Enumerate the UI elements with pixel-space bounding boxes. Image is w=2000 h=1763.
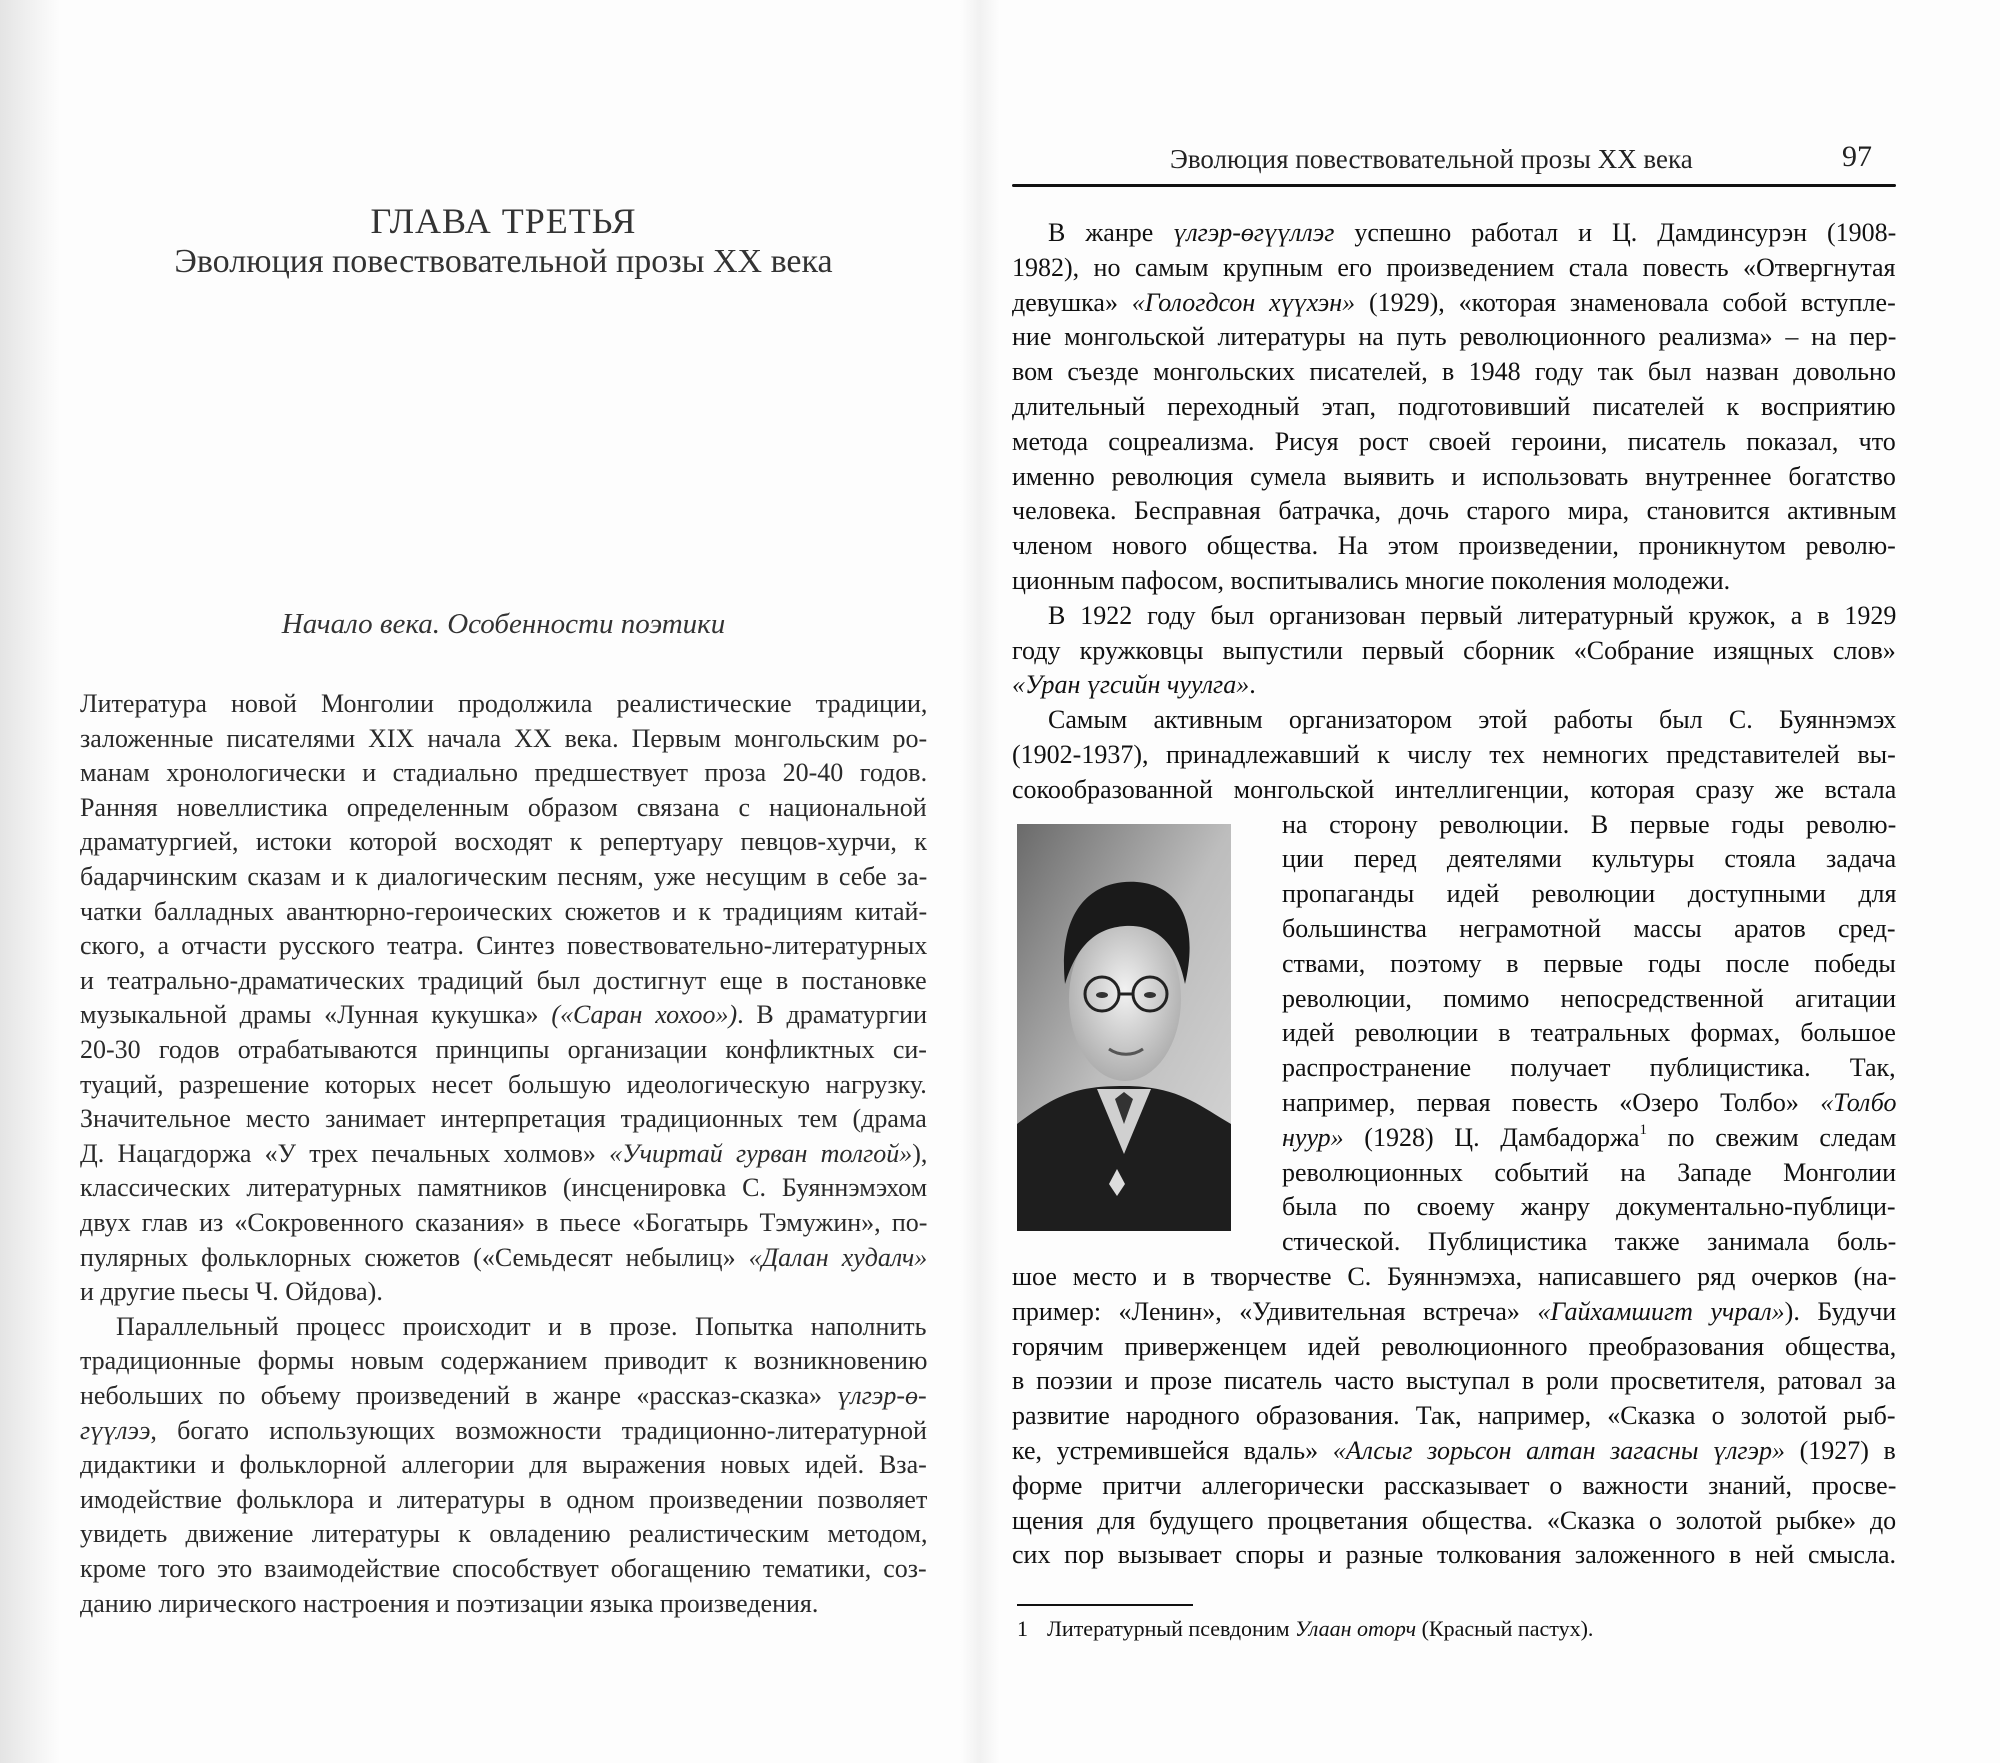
- text-segment: пример: «Ленин», «Удивительная встреча»: [1012, 1296, 1538, 1326]
- italic-text: гүүлээ: [80, 1415, 151, 1445]
- book-gutter: [960, 0, 1000, 1763]
- text-line: [80, 1551, 927, 1586]
- text-line: [1012, 772, 1896, 807]
- text-line: [1012, 737, 1896, 772]
- text-segment: (1929), «которая знаменовала собой вступле-: [1355, 287, 1896, 317]
- italic-text: «Толбо: [1820, 1088, 1897, 1117]
- text-line: [1012, 528, 1896, 563]
- italic-text: «Уран үгсийн чуулга»: [1012, 670, 1250, 700]
- text-line: [80, 1067, 927, 1102]
- text-segment: Литература новой Монголии продолжила реалистические традиции,: [80, 689, 928, 718]
- text-line: [80, 721, 927, 756]
- text-segment: увидеть движение литературы к овладению реалистическим методом,: [80, 1519, 928, 1549]
- footnote-number: 1: [1017, 1616, 1028, 1641]
- italic-text: үлгэр-өгүүллэг: [1173, 218, 1335, 247]
- text-line: [1282, 1015, 1896, 1050]
- text-line: [80, 686, 927, 721]
- italic-text: нуур»: [1282, 1122, 1344, 1152]
- text-segment: ). Будучи: [1784, 1296, 1897, 1326]
- text-line: [1048, 598, 1896, 633]
- chapter-title: ГЛАВА ТРЕТЬЯ: [370, 201, 637, 241]
- footnote: [1017, 1616, 1593, 1642]
- text-line: [80, 824, 927, 859]
- text-line: [80, 1482, 927, 1517]
- text-segment: 1982), но самым крупным его произведением стала повесть «Отвергнутая: [1012, 252, 1896, 282]
- section-title: Начало века. Особенности поэтики: [281, 608, 726, 640]
- text-line: [1012, 1363, 1896, 1398]
- text-line: [1012, 1259, 1896, 1294]
- text-segment: стической. Публицистика также занимала боль-: [1282, 1227, 1897, 1257]
- text-line: [80, 963, 927, 998]
- text-line: [80, 1032, 927, 1067]
- text-segment: по свежим следам: [1646, 1122, 1897, 1152]
- chapter-subtitle: Эволюция повествовательной прозы XX века: [174, 243, 833, 280]
- text-line: [80, 1170, 927, 1205]
- text-segment: двух глав из «Сокровенного сказания» в пьесе «Богатырь Тэмужин», по-: [80, 1208, 928, 1237]
- header-rule: [1012, 184, 1896, 187]
- text-segment: (1927) в: [1785, 1436, 1896, 1465]
- text-line: [1012, 1433, 1896, 1468]
- text-line: [1012, 1503, 1896, 1538]
- italic-text: «Учиртай гурван толгой»: [609, 1138, 913, 1168]
- text-segment: классических литературных памятников (инсценировка С. Буяннэмэхом: [80, 1173, 928, 1203]
- text-segment: была по своему жанру документально-публици-: [1282, 1192, 1896, 1222]
- text-segment: длительный переходный этап, подготовивший писателей к восприятию: [1012, 392, 1896, 421]
- text-line: [80, 1136, 927, 1171]
- text-line: [1012, 250, 1896, 285]
- text-segment: ствами, поэтому в первые годы после победы: [1282, 948, 1896, 978]
- text-segment: горячим приверженцем идей революционного преобразования общества,: [1012, 1331, 1897, 1361]
- italic-text: «Гайхамшигт учрал»: [1537, 1296, 1785, 1326]
- italic-text: «Алсыг зорьсон алтан загасны үлгэр»: [1332, 1436, 1786, 1465]
- text-line: [80, 1378, 927, 1413]
- text-segment: и другие пьесы Ч. Ойдова).: [80, 1277, 383, 1307]
- footnote-italic: Улаан оторч: [1295, 1616, 1417, 1641]
- text-segment: Самым активным организатором этой работы был С. Буяннэмэх: [1048, 705, 1897, 735]
- text-segment: году кружковцы выпустили первый сборник «Собрание изящных слов»: [1012, 635, 1896, 665]
- text-segment: бадарчинским сказам и к диалогическим песням, уже несущим в себе за-: [80, 862, 928, 891]
- text-line: [1012, 285, 1896, 320]
- text-line: [1012, 633, 1896, 668]
- text-segment: идей революции в театральных формах, большое: [1282, 1018, 1896, 1048]
- text-line: [80, 894, 927, 929]
- text-segment: шое место и в творчестве С. Буяннэмэха, написавшего ряд очерков (на-: [1012, 1262, 1897, 1291]
- italic-text: «Далан худалч»: [748, 1242, 928, 1272]
- text-segment: развитие народного образования. Так, например, «Сказка о золотой рыб-: [1012, 1401, 1896, 1431]
- text-line: [1012, 389, 1896, 424]
- text-line: [1012, 1468, 1896, 1503]
- text-segment: , богато использующих возможности традиционно-литературной: [150, 1415, 927, 1445]
- text-segment: Д. Нацагдоржа «У трех печальных холмов»: [80, 1138, 610, 1168]
- text-segment: манам хронологически и стадиально предшествует проза 20-40 годов.: [80, 758, 928, 788]
- text-line: [80, 755, 927, 790]
- text-line: [80, 1343, 927, 1378]
- text-segment: и театрально-драматических традиций был достигнут еще в постановке: [80, 965, 927, 995]
- text-line: [116, 1309, 927, 1344]
- text-line: [80, 1413, 927, 1448]
- scan-edge-shadow: [0, 0, 60, 1763]
- text-segment: драматургией, истоки которой восходят к репертуару певцов-хурчи, к: [80, 827, 927, 857]
- text-line: [1282, 946, 1896, 981]
- text-segment: революции, помимо непосредственной агитации: [1282, 983, 1897, 1013]
- text-segment: Ранняя новеллистика определенным образом связана с национальной: [80, 792, 927, 822]
- text-line: [80, 790, 927, 825]
- italic-text: «Гологдсон хүүхэн»: [1131, 287, 1356, 317]
- text-line: [1012, 424, 1896, 459]
- text-line: [1012, 1537, 1896, 1572]
- text-segment: ),: [912, 1138, 928, 1168]
- text-segment: . В драматургии: [737, 1000, 927, 1030]
- footnote-text: Литературный псевдоним: [1047, 1616, 1295, 1641]
- text-line: [1282, 911, 1896, 946]
- text-segment: В 1922 году был организован первый литературный кружок, а в 1929: [1048, 600, 1897, 630]
- text-line: [1282, 1050, 1896, 1085]
- text-segment: ке, устремившейся вдаль»: [1012, 1436, 1333, 1465]
- text-line: [1048, 702, 1896, 737]
- text-line: [80, 1516, 927, 1551]
- text-segment: человека. Бесправная батрачка, дочь старого мира, становится активным: [1012, 496, 1897, 526]
- text-line: [1012, 563, 1730, 598]
- text-segment: метода соцреализма. Рисуя рост своей героини, писатель показал, что: [1012, 426, 1896, 456]
- text-line: [80, 1205, 927, 1240]
- text-segment: ционным пафосом, воспитывались многие поколения молодежи.: [1012, 566, 1731, 595]
- text-segment: именно революция сумела выявить и использовать внутреннее богатство: [1012, 461, 1896, 491]
- text-segment: В жанре: [1048, 218, 1174, 247]
- text-line: [80, 997, 927, 1032]
- text-segment: ции перед деятелями культуры стояла задача: [1282, 844, 1897, 874]
- text-segment: кроме того это взаимодействие способствует обогащению тематики, соз-: [80, 1554, 927, 1583]
- text-line: [1012, 1294, 1896, 1329]
- text-line: [1012, 1398, 1896, 1433]
- footnote-text-end: (Красный пастух).: [1416, 1616, 1594, 1641]
- text-segment: .: [1249, 670, 1256, 700]
- text-segment: девушка»: [1012, 287, 1132, 317]
- text-segment: вом съезде монгольских писателей, в 1948 году так был назван довольно: [1012, 357, 1896, 387]
- text-line: [1012, 1329, 1896, 1364]
- text-segment: ние монгольской литературы на путь революционного реализма» – на пер-: [1012, 322, 1897, 352]
- text-line: [80, 859, 927, 894]
- text-line: [1282, 1189, 1896, 1224]
- text-segment: дидактики и фольклорной аллегории для выражения новых идей. Вза-: [80, 1450, 927, 1480]
- text-segment: пропаганды идей революции доступными для: [1282, 879, 1897, 909]
- italic-text: үлгэр-ө-: [837, 1381, 927, 1410]
- text-segment: небольших по объему произведений в жанре «рассказ-сказка»: [80, 1381, 838, 1410]
- text-line: [1282, 1224, 1896, 1259]
- text-line: [80, 928, 927, 963]
- text-line: [1012, 319, 1896, 354]
- text-segment: музыкальной драмы «Лунная кукушка»: [80, 1000, 552, 1030]
- text-line: [1012, 493, 1896, 528]
- text-line: [1282, 981, 1896, 1016]
- text-segment: заложенные писателями XIX начала XX века. Первым монгольским ро-: [80, 723, 928, 753]
- footnote-rule: [1017, 1604, 1193, 1606]
- text-line: [1282, 841, 1896, 876]
- footnote-marker[interactable]: 1: [1639, 1121, 1647, 1138]
- text-line: [80, 1274, 383, 1309]
- author-portrait-photo: [1017, 824, 1231, 1231]
- text-line: [1048, 215, 1896, 250]
- text-segment: (1902-1937), принадлежавший к числу тех немногих представителей вы-: [1012, 740, 1896, 769]
- text-segment: чатки балладных авантюрно-героических сюжетов и к традициям китай-: [80, 896, 928, 926]
- text-line: [80, 1101, 927, 1136]
- text-line: [1282, 1155, 1896, 1190]
- text-segment: распространение получает публицистика. Так,: [1282, 1053, 1896, 1083]
- text-segment: большинства неграмотной массы аратов сред-: [1282, 914, 1896, 943]
- running-head: Эволюция повествовательной прозы XX века: [1170, 144, 1693, 174]
- text-segment: на сторону революции. В первые годы револю-: [1282, 809, 1897, 839]
- text-segment: (1928) Ц. Дамбадоржа: [1343, 1122, 1640, 1152]
- text-line: [1012, 667, 1256, 702]
- text-segment: данию лирического настроения и поэтизации языка произведения.: [80, 1588, 819, 1618]
- text-line: [80, 1447, 927, 1482]
- italic-text: («Саран хохоо»): [551, 1000, 738, 1030]
- text-segment: Параллельный процесс происходит и в прозе. Попытка наполнить: [116, 1311, 927, 1341]
- text-line: [80, 1240, 927, 1275]
- text-segment: сих пор вызывает споры и разные толкования заложенного в ней смысла.: [1012, 1540, 1897, 1570]
- text-segment: например, первая повесть «Озеро Толбо»: [1282, 1088, 1821, 1117]
- text-segment: традиционные формы новым содержанием приводит к возникновению: [80, 1346, 928, 1376]
- text-segment: Значительное место занимает интерпретация традиционных тем (драма: [80, 1104, 927, 1134]
- text-segment: членом нового общества. На этом произведении, проникнутом револю-: [1012, 531, 1896, 561]
- text-segment: успешно работал и Ц. Дамдинсурэн (1908-: [1334, 218, 1897, 247]
- text-segment: туаций, разрешение которых несет большую идеологическую нагрузку.: [80, 1069, 927, 1099]
- text-segment: революционных событий на Западе Монголии: [1282, 1157, 1897, 1187]
- text-line: [1282, 807, 1896, 842]
- text-segment: ского, а отчасти русского театра. Синтез повествовательно-литературных: [80, 931, 928, 961]
- text-segment: в поэзии и прозе писатель часто выступал в роли просветителя, ратовал за: [1012, 1366, 1896, 1396]
- text-segment: пулярных фольклорных сюжетов («Семьдесят небылиц»: [80, 1242, 749, 1272]
- text-segment: сокообразованной монгольской интеллигенции, которая сразу же встала: [1012, 774, 1897, 804]
- text-segment: 20-30 годов отрабатываются принципы организации конфликтных си-: [80, 1035, 927, 1064]
- text-line: [1012, 459, 1896, 494]
- text-line: [1282, 1120, 1896, 1155]
- text-segment: щения для будущего процветания общества. «Сказка о золотой рыбке» до: [1012, 1505, 1897, 1535]
- text-line: [1012, 354, 1896, 389]
- text-line: [80, 1586, 818, 1621]
- text-line: [1282, 1085, 1896, 1120]
- page-number: 97: [1842, 140, 1872, 173]
- text-segment: имодействие фольклора и литературы в одном произведении позволяет: [80, 1484, 928, 1514]
- text-segment: форме притчи аллегорически рассказывает о важности знаний, просве-: [1012, 1470, 1897, 1500]
- text-line: [1282, 876, 1896, 911]
